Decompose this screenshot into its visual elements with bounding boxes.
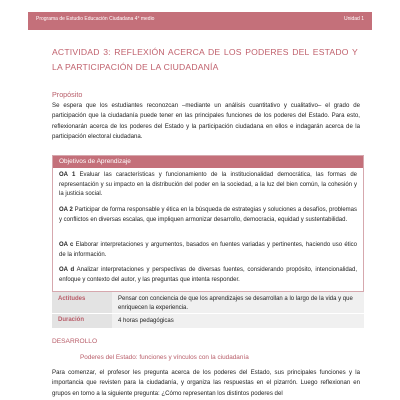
proposito-heading: Propósito bbox=[52, 90, 83, 99]
objective-oa1 bbox=[59, 171, 357, 200]
objective-code: OA 2 bbox=[59, 207, 73, 213]
objective-oad bbox=[59, 266, 357, 285]
activity-title: ACTIVIDAD 3: REFLEXIÓN ACERCA DE LOS PODERES DEL ESTADO Y LA PARTICIPACIÓN DE LA CIUDADANÍA bbox=[52, 47, 358, 72]
unit-label: Unidad 1 bbox=[343, 16, 364, 22]
objective-text: Elaborar interpretaciones y argumentos, basados en fuentes variadas y pertinentes, haciendo uso ético de la información. bbox=[59, 242, 357, 258]
program-name: Programa de Estudio Educación Ciudadana 4° medio bbox=[36, 16, 155, 22]
desarrollo-subheading: Poderes del Estado: funciones y vínculos con la ciudadanía bbox=[80, 354, 249, 361]
actitudes-label: Actitudes bbox=[52, 292, 112, 313]
objective-text: Analizar interpretaciones y perspectivas de diversas fuentes, considerando propósito, intencionalidad, enfoque y contexto del autor, y las preguntas que intenta responder. bbox=[59, 267, 358, 283]
objective-text: Evaluar las características y funcionamiento de la institucionalidad democrática, las formas de representación y su impacto en la distribución del poder en la sociedad, a la luz del bien común, la cohesión y la justicia social. bbox=[59, 172, 357, 198]
objective-code: OA 1 bbox=[59, 172, 76, 178]
desarrollo-heading: DESARROLLO bbox=[52, 338, 98, 345]
duracion-row bbox=[52, 314, 364, 328]
objective-code: OA d bbox=[59, 267, 75, 273]
objective-oa2 bbox=[59, 206, 357, 225]
objetivos-box bbox=[52, 155, 364, 292]
duracion-text: 4 horas pedagógicas bbox=[112, 314, 364, 328]
actitudes-row bbox=[52, 292, 364, 313]
actitudes-text: Pensar con conciencia de que los aprendizajes se desarrollan a lo largo de la vida y que enriquecen la experiencia. bbox=[112, 292, 364, 313]
duracion-label: Duración bbox=[52, 314, 112, 328]
objetivos-heading: Objetivos de Aprendizaje bbox=[53, 156, 363, 168]
objective-text: Participar de forma responsable y ética en la búsqueda de estrategias y soluciones a desafíos, problemas y conflictos en diversas escalas, que impliquen armonizar desarrollo, democracia, equidad y sustentabilidad. bbox=[59, 207, 357, 223]
objective-oac bbox=[59, 241, 357, 260]
document-header bbox=[28, 12, 372, 30]
desarrollo-text: Para comenzar, el profesor les pregunta acerca de los poderes del Estado, sus principales funciones y la importancia que revisten para la ciudadanía, y organiza las respuestas en el pizarrón. Luego reflexionan en grupos en torno a la siguiente pregunta: ¿Cómo representan los distintos poderes del bbox=[52, 369, 360, 397]
objective-code: OA c bbox=[59, 242, 74, 248]
proposito-text: Se espera que los estudiantes reconozcan –mediante un análisis cuantitativo y cualitativo– el grado de participación que la ciudadanía puede tener en las principales funciones de los poderes del Estado. Para esto, reflexionarán acerca de los poderes del Estado y la participación ciudadana en ellos e indagarán acerca de la participación electoral ciudadana. bbox=[52, 102, 360, 140]
